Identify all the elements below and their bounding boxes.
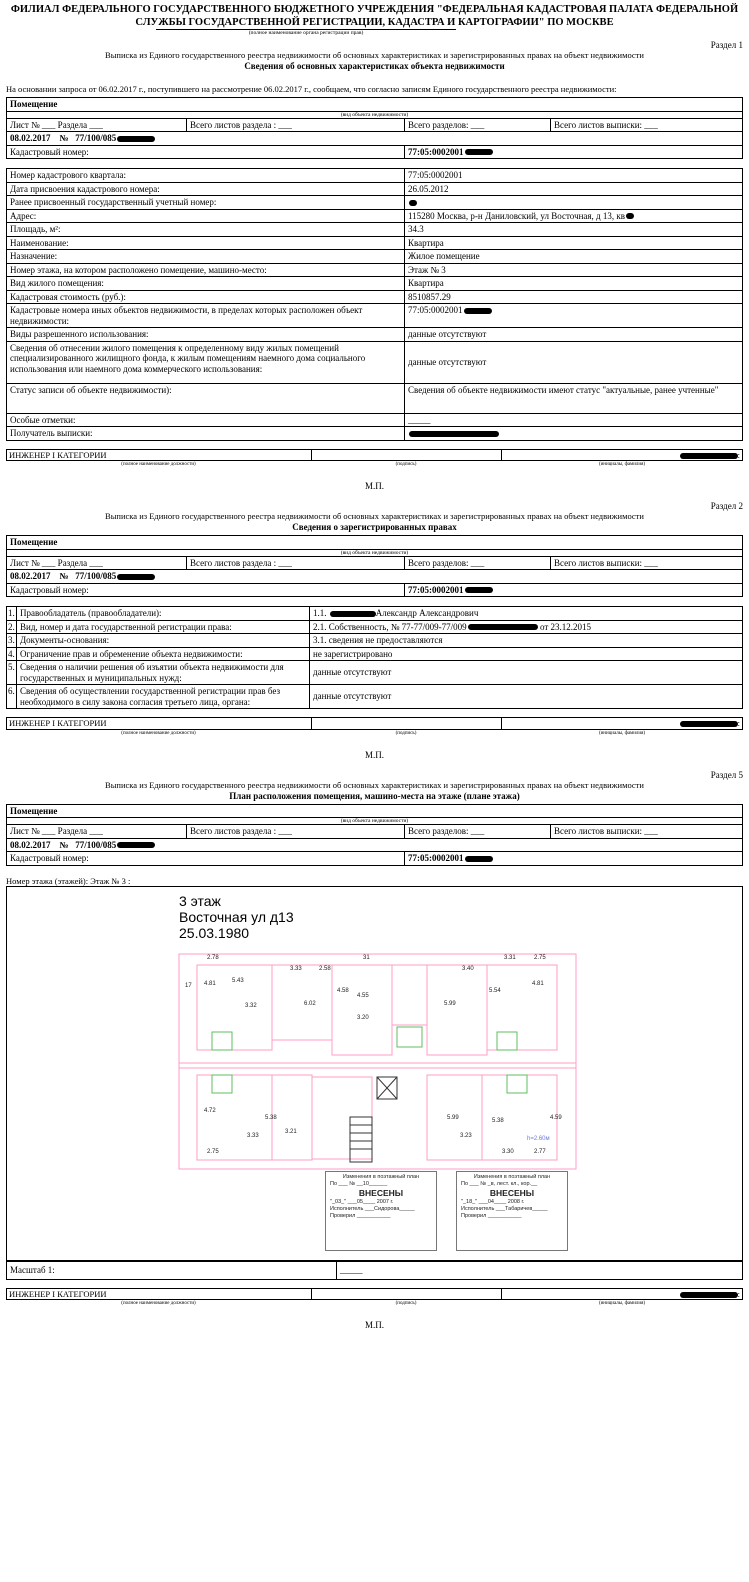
caption-sign: (подпись): [395, 730, 417, 736]
redaction-mark: [117, 136, 155, 142]
rights-sub-number: 1.1.: [313, 608, 327, 618]
characteristic-value: [405, 236, 743, 250]
rights-label: Сведения об осуществлении государственной регистрации прав без необходимого в силу закона согласия третьего лица, органа:: [17, 685, 310, 709]
rights-value: [310, 607, 743, 621]
object-type: Помещение: [7, 804, 743, 818]
total-sheets: Всего листов выписки: ___: [551, 118, 743, 132]
object-type-caption: (вид объекта недвижимости): [7, 111, 743, 118]
rights-value-text: данные отсутствуют: [313, 667, 392, 678]
room-measure-label: 4.59: [550, 1114, 562, 1121]
rights-value-text: не зарегистрировано: [313, 648, 393, 659]
rights-label: Сведения о наличии решения об изъятии объекта недвижимости для государственных и муниципальных нужд:: [17, 661, 310, 685]
stamp-checked: Проверил ___________: [330, 1212, 391, 1219]
total-section-sheets: Всего листов раздела : ___: [187, 556, 405, 570]
rights-value-text: сведения не предоставляются: [328, 635, 443, 645]
floor-label: Номер этажа (этажей):: [6, 875, 89, 886]
stamp-title: Изменения в поэтажный план: [342, 1173, 420, 1180]
floor-line: Номер этажа (этажей): Этаж № 3 :: [6, 875, 131, 886]
room-measure-label: 3.23: [460, 1132, 472, 1139]
section5-header-table: [6, 804, 743, 866]
signature-block-1: [6, 449, 743, 462]
characteristic-row: [7, 182, 743, 196]
characteristic-value: [405, 304, 743, 328]
room-measure-label: 3.40: [462, 965, 474, 972]
redaction-mark: [626, 213, 634, 219]
room-measure-label: 2.78: [207, 954, 219, 961]
characteristic-row: [7, 383, 743, 413]
characteristic-value: [405, 196, 743, 210]
characteristic-row: [7, 290, 743, 304]
characteristic-row: [7, 427, 743, 441]
characteristic-label: Ранее присвоенный государственный учетный номер:: [7, 196, 405, 210]
engineer-name-cell: :: [502, 718, 743, 730]
room-measure-label: 4.58: [337, 987, 349, 994]
room-measure-label: h=2.60м: [527, 1135, 550, 1142]
signature-captions-2: [6, 730, 743, 738]
extract-date: 08.02.2017: [10, 133, 51, 143]
stamp-po: По ___ № __10______: [330, 1180, 388, 1187]
room-measure-label: 5.54: [489, 987, 501, 994]
room-measure-label: 3.30: [502, 1148, 514, 1155]
characteristic-row: [7, 196, 743, 210]
engineer-position: ИНЖЕНЕР I КАТЕГОРИИ: [7, 718, 312, 730]
rights-value: [310, 661, 743, 685]
rights-row: [7, 647, 743, 661]
rights-row: [7, 634, 743, 648]
characteristic-value-text: 34.3: [408, 224, 424, 234]
characteristic-value: [405, 209, 743, 223]
room-measure-label: 5.99: [447, 1114, 459, 1121]
characteristic-label: Получатель выписки:: [7, 427, 405, 441]
characteristic-value: [405, 413, 743, 427]
room-measure-label: 5.43: [232, 977, 244, 984]
characteristic-value-text: 115280 Москва, р-н Даниловский, ул Восточная, д 13, кв: [408, 210, 626, 221]
extract-date: 08.02.2017: [10, 839, 51, 850]
stamp-status: ВНЕСЕНЫ: [489, 1187, 535, 1198]
stamp-executor: Исполнитель ___Табаричев_____: [461, 1205, 548, 1212]
signature-field: [312, 449, 502, 461]
rights-value-text: Собственность, № 77-77/009-77/009: [328, 621, 467, 632]
redaction-mark: [464, 308, 492, 314]
room-measure-label: 2.75: [534, 954, 546, 961]
redaction-mark: [409, 431, 499, 437]
characteristic-value: [405, 277, 743, 291]
room-measure-label: 3.33: [247, 1132, 259, 1139]
rights-value: [310, 620, 743, 634]
room-measure-label: 3.33: [290, 965, 302, 972]
characteristic-row: [7, 328, 743, 342]
room-measure-label: 17: [185, 982, 192, 989]
rights-value-date: от 23.12.2015: [539, 621, 592, 632]
characteristic-label: Номер этажа, на котором расположено помещение, машино-место:: [7, 263, 405, 277]
cadastral-value: 77:05:0002001: [408, 853, 464, 863]
redaction-mark: [409, 200, 417, 206]
sheet-no: Лист № ___ Раздела ___: [7, 118, 187, 132]
section2-label: Раздел 2: [710, 501, 743, 511]
date-number-row: [7, 838, 743, 852]
characteristic-row: [7, 209, 743, 223]
section1-subtitle: Сведения об основных характеристиках объекта недвижимости: [244, 61, 505, 71]
extract-num-value: 77/100/085: [75, 571, 117, 581]
redaction-mark: [680, 453, 738, 459]
room-measure-label: 5.38: [492, 1117, 504, 1124]
rights-row-number: 5.: [7, 661, 17, 685]
room-measure-label: 2.75: [207, 1148, 219, 1155]
redaction-mark: [680, 1292, 738, 1298]
section2-rights-table: [6, 606, 743, 709]
extract-date: 08.02.2017: [10, 571, 51, 581]
object-type: Помещение: [7, 98, 743, 112]
stamp-place-1: М.П.: [364, 481, 384, 491]
room-measure-label: 3.20: [357, 1014, 369, 1021]
stamp-status: ВНЕСЕНЫ: [358, 1187, 404, 1198]
characteristic-label: Особые отметки:: [7, 413, 405, 427]
characteristic-value-text: _____: [408, 414, 431, 425]
caption-position: (полное наименование должности): [121, 1301, 196, 1306]
characteristic-label: Дата присвоения кадастрового номера:: [7, 182, 405, 196]
rights-row-number: 2.: [8, 621, 15, 632]
characteristic-label: Вид жилого помещения:: [7, 277, 405, 291]
total-section-sheets: Всего листов раздела : ___: [187, 118, 405, 132]
room-measure-label: 6.02: [304, 1000, 316, 1007]
characteristic-value: [405, 250, 743, 264]
redaction-mark: [465, 149, 493, 155]
extract-num-value: 77/100/085: [75, 133, 117, 143]
cadastral-label: Кадастровый номер:: [7, 145, 405, 159]
room-measure-label: 5.38: [265, 1114, 277, 1121]
characteristic-label: Назначение:: [7, 250, 405, 264]
total-sections: Всего разделов: ___: [405, 825, 551, 839]
signature-field: [312, 1288, 502, 1300]
characteristic-label: Адрес:: [7, 209, 405, 223]
characteristic-label: Наименование:: [7, 236, 405, 250]
sheet-no: Лист № ___ Раздела ___: [7, 556, 187, 570]
stamp-date: "_18_" ___04____ 2008 г.: [461, 1198, 525, 1205]
section1-extract-title: Выписка из Единого государственного реестра недвижимости об основных характеристиках и зарегистрированных правах на объект недвижимости: [105, 50, 644, 60]
section1-header-table: [6, 97, 743, 159]
section5-extract-title: Выписка из Единого государственного реестра недвижимости об основных характеристиках и зарегистрированных правах на объект недвижимости: [105, 779, 644, 790]
characteristic-row: [7, 304, 743, 328]
section1-intro: На основании запроса от 06.02.2017 г., поступившего на рассмотрение 06.02.2017 г., сообщаем, что согласно записям Единого государственного реестра недвижимости:: [6, 84, 617, 94]
total-sections: Всего разделов: ___: [405, 556, 551, 570]
characteristic-value-text: 26.05.2012: [408, 183, 449, 194]
characteristic-row: [7, 250, 743, 264]
stamp-place-2: М.П.: [364, 749, 384, 760]
cadastral-label: Кадастровый номер:: [7, 852, 405, 866]
characteristic-value-text: Этаж № 3: [408, 264, 446, 275]
rights-row: [7, 661, 743, 685]
caption-name: (инициалы, фамилия): [598, 1301, 646, 1306]
rights-label: Документы-основания:: [17, 634, 310, 648]
room-measure-label: 5.99: [444, 1000, 456, 1007]
rights-row-number: 1.: [8, 608, 15, 618]
rights-value: [310, 647, 743, 661]
cadastral-value-cell: [405, 145, 743, 159]
characteristic-label: Статус записи об объекте недвижимости):: [7, 383, 405, 413]
characteristic-row: [7, 263, 743, 277]
plan-floor: 3 этаж: [179, 892, 221, 909]
characteristic-value: [405, 427, 743, 441]
characteristic-row: [7, 223, 743, 237]
stamp-date: "_03_" ___05____ 2007 г.: [330, 1198, 394, 1205]
stamp-po: По ___ № _в, лест. кл., кор.__: [461, 1180, 538, 1187]
characteristic-value: [405, 169, 743, 183]
date-number-row: [7, 570, 743, 584]
characteristic-value: [405, 263, 743, 277]
section2-extract-title: Выписка из Единого государственного реестра недвижимости об основных характеристиках и зарегистрированных правах на объект недвижимости: [105, 511, 644, 521]
rights-value-text: данные отсутствуют: [313, 691, 392, 702]
characteristic-value-text: Квартира: [408, 278, 444, 288]
rights-row-number: 6.: [7, 685, 17, 709]
characteristic-label: Номер кадастрового квартала:: [7, 169, 405, 183]
total-sheets: Всего листов выписки: ___: [551, 556, 743, 570]
section1-label: Раздел 1: [710, 40, 743, 50]
room-measure-label: 3.21: [285, 1128, 297, 1135]
redaction-mark: [117, 842, 155, 848]
rights-label: Ограничение прав и обременение объекта недвижимости:: [17, 647, 310, 661]
cadastral-value-cell: [405, 583, 743, 597]
room-measure-label: 2.58: [319, 965, 331, 972]
rights-row-number: 4.: [8, 648, 15, 659]
sheet-no: Лист № ___ Раздела ___: [7, 825, 187, 839]
characteristic-value: [405, 182, 743, 196]
signature-field: [312, 718, 502, 730]
rights-value-text: Александр Александрович: [375, 608, 479, 618]
signature-captions-3: [6, 1300, 743, 1308]
section2-subtitle: Сведения о зарегистрированных правах: [292, 522, 457, 532]
redaction-mark: [465, 856, 493, 862]
characteristic-label: Кадастровая стоимость (руб.):: [7, 290, 405, 304]
characteristic-value-text: Квартира: [408, 237, 444, 248]
characteristic-row: [7, 277, 743, 291]
stamp-title: Изменения в поэтажный план: [473, 1173, 551, 1180]
extract-num-label: №: [59, 571, 69, 581]
plan-address: Восточная ул д13: [179, 908, 294, 925]
redaction-mark: [330, 611, 376, 617]
org-title: ФИЛИАЛ ФЕДЕРАЛЬНОГО ГОСУДАРСТВЕННОГО БЮДЖЕТНОГО УЧРЕЖДЕНИЯ "ФЕДЕРАЛЬНАЯ КАДАСТРОВАЯ ПАЛАТА ФЕДЕРАЛЬНОЙ СЛУЖБЫ ГОСУДАРСТВЕННОЙ РЕГИСТРАЦИИ, КАДАСТРА И КАРТОГРАФИИ" ПО МОСКВЕ: [10, 4, 739, 28]
characteristic-row: [7, 236, 743, 250]
caption-sign: (подпись): [395, 462, 417, 467]
engineer-position: ИНЖЕНЕР I КАТЕГОРИИ: [7, 1288, 312, 1300]
room-measure-label: 3.31: [504, 954, 516, 961]
characteristic-value-text: 77:05:0002001: [408, 170, 463, 180]
stamp-checked: Проверил ___________: [461, 1212, 522, 1219]
redaction-mark: [468, 624, 538, 630]
room-measure-label: 3.32: [245, 1002, 257, 1009]
characteristic-label: Сведения об отнесении жилого помещения к определенному виду жилых помещений специализированного жилищного фонда, к жилым помещениям наемного дома социального использования или наемного дома коммерческого использования:: [7, 341, 405, 383]
room-measure-label: 4.72: [204, 1107, 216, 1114]
plan-change-stamp-1: [325, 1171, 437, 1251]
cadastral-value: 77:05:0002001: [408, 146, 464, 157]
extract-num-label: №: [59, 839, 69, 850]
caption-name: (инициалы, фамилия): [598, 462, 646, 467]
cadastral-value-cell: [405, 852, 743, 866]
characteristic-label: Площадь, м²:: [7, 223, 405, 237]
rights-value: [310, 634, 743, 648]
rights-row: [7, 607, 743, 621]
scale-label: Масштаб 1:: [7, 1261, 337, 1279]
object-type-caption: (вид объекта недвижимости): [7, 549, 743, 556]
date-number-row: [7, 132, 743, 146]
object-type: Помещение: [7, 536, 743, 550]
characteristic-value-text: 8510857.29: [408, 291, 451, 302]
characteristic-value-text: данные отсутствуют: [408, 329, 487, 339]
engineer-position: ИНЖЕНЕР I КАТЕГОРИИ: [7, 449, 312, 461]
caption-position: (полное наименование должности): [121, 462, 196, 467]
redaction-mark: [117, 574, 155, 580]
section5-label: Раздел 5: [710, 769, 743, 780]
floor-value: Этаж № 3: [90, 875, 126, 886]
scale-value: _____: [337, 1261, 743, 1279]
characteristic-value: [405, 223, 743, 237]
object-type-caption: (вид объекта недвижимости): [7, 818, 743, 825]
plan-change-stamp-2: [456, 1171, 568, 1251]
floor-plan: [6, 886, 743, 1261]
rights-row: [7, 685, 743, 709]
characteristic-row: [7, 169, 743, 183]
characteristic-value-text: 77:05:0002001: [408, 305, 463, 315]
characteristic-value-text: данные отсутствуют: [408, 356, 487, 367]
characteristic-label: Виды разрешенного использования:: [7, 328, 405, 342]
rights-label: Правообладатель (правообладатели):: [17, 607, 310, 621]
cadastral-label: Кадастровый номер:: [7, 583, 405, 597]
rights-sub-number: 2.1.: [313, 621, 327, 632]
redaction-mark: [465, 587, 493, 593]
characteristic-value-text: Сведения об объекте недвижимости имеют статус "актуальные, ранее учтенные": [408, 384, 719, 395]
engineer-name-cell: :: [502, 449, 743, 461]
total-sections: Всего разделов: ___: [405, 118, 551, 132]
rights-sub-number: 3.1.: [313, 635, 327, 645]
characteristic-value: [405, 328, 743, 342]
stamp-place-3: М.П.: [364, 1320, 384, 1330]
caption-name: (инициалы, фамилия): [598, 730, 646, 736]
room-measure-label: 4.55: [357, 992, 369, 999]
section1-characteristics-table: [6, 168, 743, 441]
cadastral-value: 77:05:0002001: [408, 584, 464, 595]
org-caption: (полное наименование органа регистрации прав): [156, 29, 456, 36]
section2-header-table: [6, 535, 743, 597]
signature-captions-1: [6, 461, 743, 469]
rights-row-number: 3.: [8, 635, 15, 645]
extract-num-label: №: [59, 133, 69, 143]
characteristic-row: [7, 413, 743, 427]
characteristic-value: [405, 383, 743, 413]
characteristic-value: [405, 341, 743, 383]
redaction-mark: [680, 721, 738, 727]
total-sheets: Всего листов выписки: ___: [551, 825, 743, 839]
characteristic-value-text: Жилое помещение: [408, 251, 480, 261]
room-measure-label: 31: [363, 954, 370, 961]
room-measure-label: 4.81: [532, 980, 544, 987]
scale-row: [6, 1261, 743, 1280]
characteristic-row: [7, 341, 743, 383]
rights-value: [310, 685, 743, 709]
caption-position: (полное наименование должности): [121, 730, 196, 736]
room-measure-label: 4.81: [204, 980, 216, 987]
extract-num-value: 77/100/085: [75, 839, 117, 850]
engineer-name-cell: :: [502, 1288, 743, 1300]
total-section-sheets: Всего листов раздела : ___: [187, 825, 405, 839]
rights-row: [7, 620, 743, 634]
signature-block-3: [6, 1288, 743, 1301]
room-measure-label: 2.77: [534, 1148, 546, 1155]
signature-block-2: [6, 717, 743, 730]
stamp-executor: Исполнитель ___Сидорова_____: [330, 1205, 415, 1212]
characteristic-label: Кадастровые номера иных объектов недвижимости, в пределах которых расположен объект недвижимости:: [7, 304, 405, 328]
caption-sign: (подпись): [395, 1301, 417, 1306]
plan-date: 25.03.1980: [179, 924, 250, 941]
rights-label: Вид, номер и дата государственной регистрации права:: [17, 620, 310, 634]
section5-subtitle: План расположения помещения, машино-места на этаже (плане этажа): [229, 790, 520, 801]
characteristic-value: [405, 290, 743, 304]
